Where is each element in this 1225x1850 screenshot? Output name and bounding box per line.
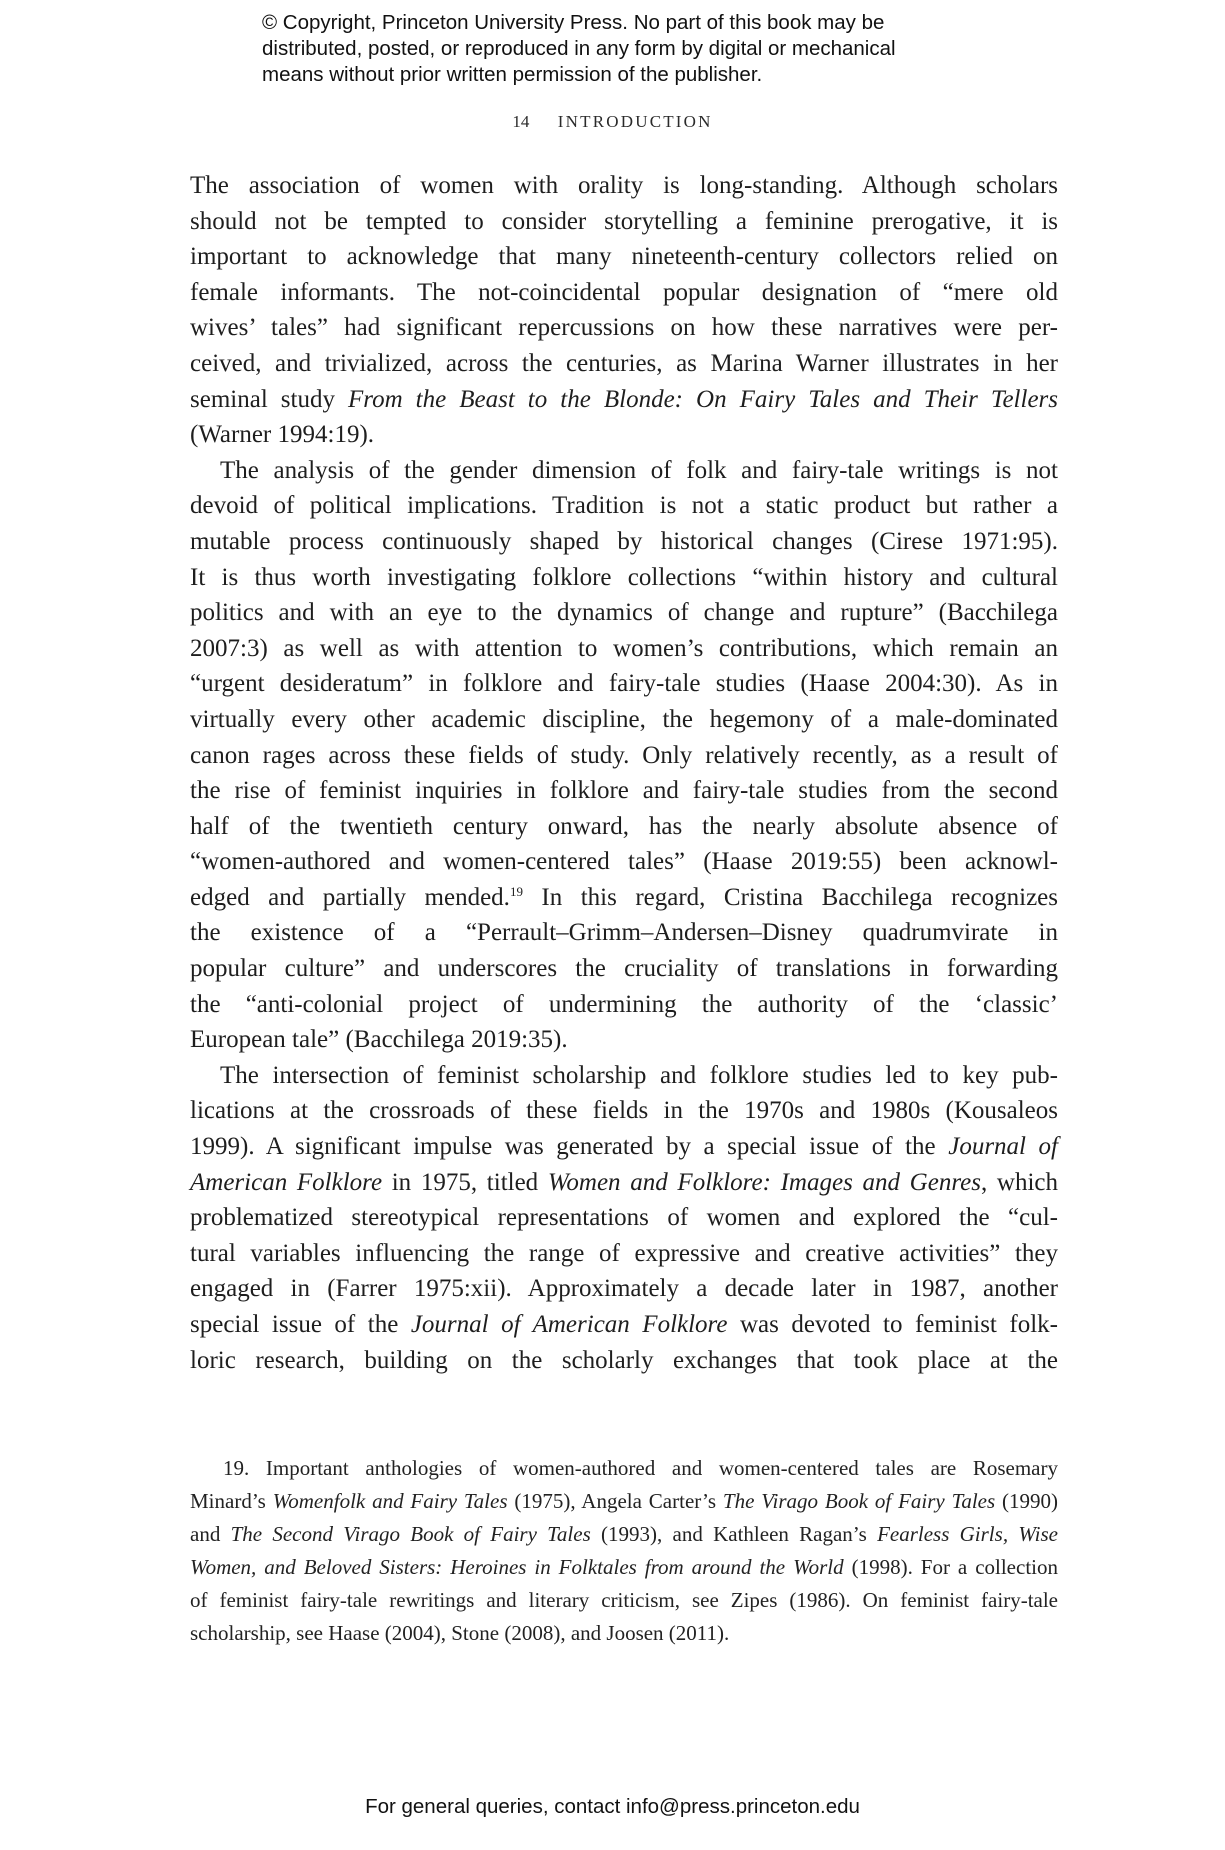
body-line: should not be tempted to consider storytelling a feminine prerogative, it is	[190, 207, 1058, 235]
page-number: 14	[512, 112, 530, 131]
body-line: 1999). A significant impulse was generated by a special issue of the Journal of	[190, 1133, 1058, 1161]
copyright-line: © Copyright, Princeton University Press. No part of this book may be	[262, 11, 885, 34]
body-line: important to acknowledge that many nineteenth-century collectors relied on	[190, 243, 1058, 271]
section-title: INTRODUCTION	[557, 112, 713, 131]
contact-footer	[0, 1795, 1225, 1819]
body-line: “women-authored and women-centered tales” (Haase 2019:55) been acknowl-	[190, 848, 1058, 876]
footnote-19	[190, 1452, 1058, 1650]
body-line: tural variables influencing the range of expressive and creative activities” they	[190, 1239, 1058, 1267]
issue-title: Women and Folklore: Images and Genres	[547, 1168, 981, 1196]
body-line: devoid of political implications. Tradition is not a static product but rather a	[190, 492, 1058, 520]
body-text	[190, 168, 1058, 1378]
body-line: edged and partially mended.$^{19}$ In this regard, Cristina Bacchilega recognizes	[190, 883, 1058, 911]
copyright-line: distributed, posted, or reproduced in any form by digital or mechanical	[262, 37, 896, 60]
footnote-line: 19. Important anthologies of women-authored and women-centered tales are Rosemary	[223, 1456, 1058, 1480]
footnote-ref-19[interactable]: 19	[509, 883, 523, 899]
body-line: politics and with an eye to the dynamics of change and rupture” (Bacchilega	[190, 599, 1058, 627]
journal-title: American Folklore	[190, 1168, 383, 1196]
copyright-line: means without prior written permission of the publisher.	[262, 63, 763, 86]
body-line: ceived, and trivialized, across the centuries, as Marina Warner illustrates in her	[190, 349, 1058, 377]
footnote-line: and The Second Virago Book of Fairy Tales (1993), and Kathleen Ragan’s Fearless Girls, Wise	[190, 1522, 1058, 1546]
body-line: The intersection of feminist scholarship and folklore studies led to key pub-	[220, 1061, 1058, 1089]
body-line: wives’ tales” had significant repercussions on how these narratives were per-	[190, 314, 1058, 342]
footnote-line: Women, and Beloved Sisters: Heroines in Folktales from around the World (1998). For a collection	[190, 1555, 1058, 1579]
body-line: the “anti-colonial project of undermining the authority of the ‘classic’	[190, 990, 1058, 1018]
body-line: The analysis of the gender dimension of folk and fairy-tale writings is not	[220, 456, 1058, 484]
body-line: female informants. The not-coincidental popular designation of “mere old	[190, 278, 1058, 306]
body-line: European tale” (Bacchilega 2019:35).	[190, 1026, 568, 1054]
body-line: virtually every other academic discipline, the hegemony of a male-dominated	[190, 705, 1058, 733]
footnote-line: Minard’s Womenfolk and Fairy Tales (1975), Angela Carter’s The Virago Book of Fairy Tales (1990)	[190, 1489, 1058, 1513]
body-line: seminal study From the Beast to the Blonde: On Fairy Tales and Their Tellers	[190, 385, 1058, 413]
body-line: loric research, building on the scholarly exchanges that took place at the	[190, 1346, 1058, 1374]
book-title: From the Beast to the Blonde: On Fairy Tales and Their Tellers	[348, 385, 1058, 413]
body-line: engaged in (Farrer 1975:xii). Approximately a decade later in 1987, another	[190, 1275, 1058, 1303]
body-line: American Folklore in 1975, titled Women and Folklore: Images and Genres, which	[190, 1168, 1058, 1196]
contact-text: For general queries, contact info@press.princeton.edu	[365, 1795, 860, 1818]
body-line: 2007:3) as well as with attention to women’s contributions, which remain an	[190, 634, 1058, 662]
body-line: popular culture” and underscores the cruciality of translations in forwarding	[190, 955, 1058, 983]
body-line: It is thus worth investigating folklore collections “within history and cultural	[190, 563, 1058, 591]
body-line: The association of women with orality is long-standing. Although scholars	[190, 172, 1058, 199]
copyright-notice	[262, 10, 982, 88]
body-line: problematized stereotypical representations of women and explored the “cul-	[190, 1204, 1058, 1232]
body-line: half of the twentieth century onward, has the nearly absolute absence of	[190, 812, 1058, 840]
journal-title: Journal of	[948, 1133, 1058, 1161]
body-line: (Warner 1994:19).	[190, 421, 375, 449]
body-line: canon rages across these fields of study. Only relatively recently, as a result of	[190, 741, 1058, 769]
footnote-line: of feminist fairy-tale rewritings and literary criticism, see Zipes (1986). On feminist fairy-tale	[190, 1588, 1058, 1612]
body-line: mutable process continuously shaped by historical changes (Cirese 1971:95).	[190, 527, 1058, 555]
journal-title: Journal of American Folklore	[410, 1311, 728, 1338]
body-line: “urgent desideratum” in folklore and fairy-tale studies (Haase 2004:30). As in	[190, 670, 1058, 698]
body-line: special issue of the Journal of American Folklore was devoted to feminist folk-	[190, 1311, 1058, 1338]
body-line: the existence of a “Perrault–Grimm–Andersen–Disney quadrumvirate in	[190, 919, 1058, 947]
footnote-line: scholarship, see Haase (2004), Stone (2008), and Joosen (2011).	[190, 1621, 730, 1645]
body-line: the rise of feminist inquiries in folklore and fairy-tale studies from the second	[190, 777, 1058, 805]
body-line: lications at the crossroads of these fields in the 1970s and 1980s (Kousaleos	[190, 1097, 1058, 1125]
running-head	[0, 112, 1225, 132]
